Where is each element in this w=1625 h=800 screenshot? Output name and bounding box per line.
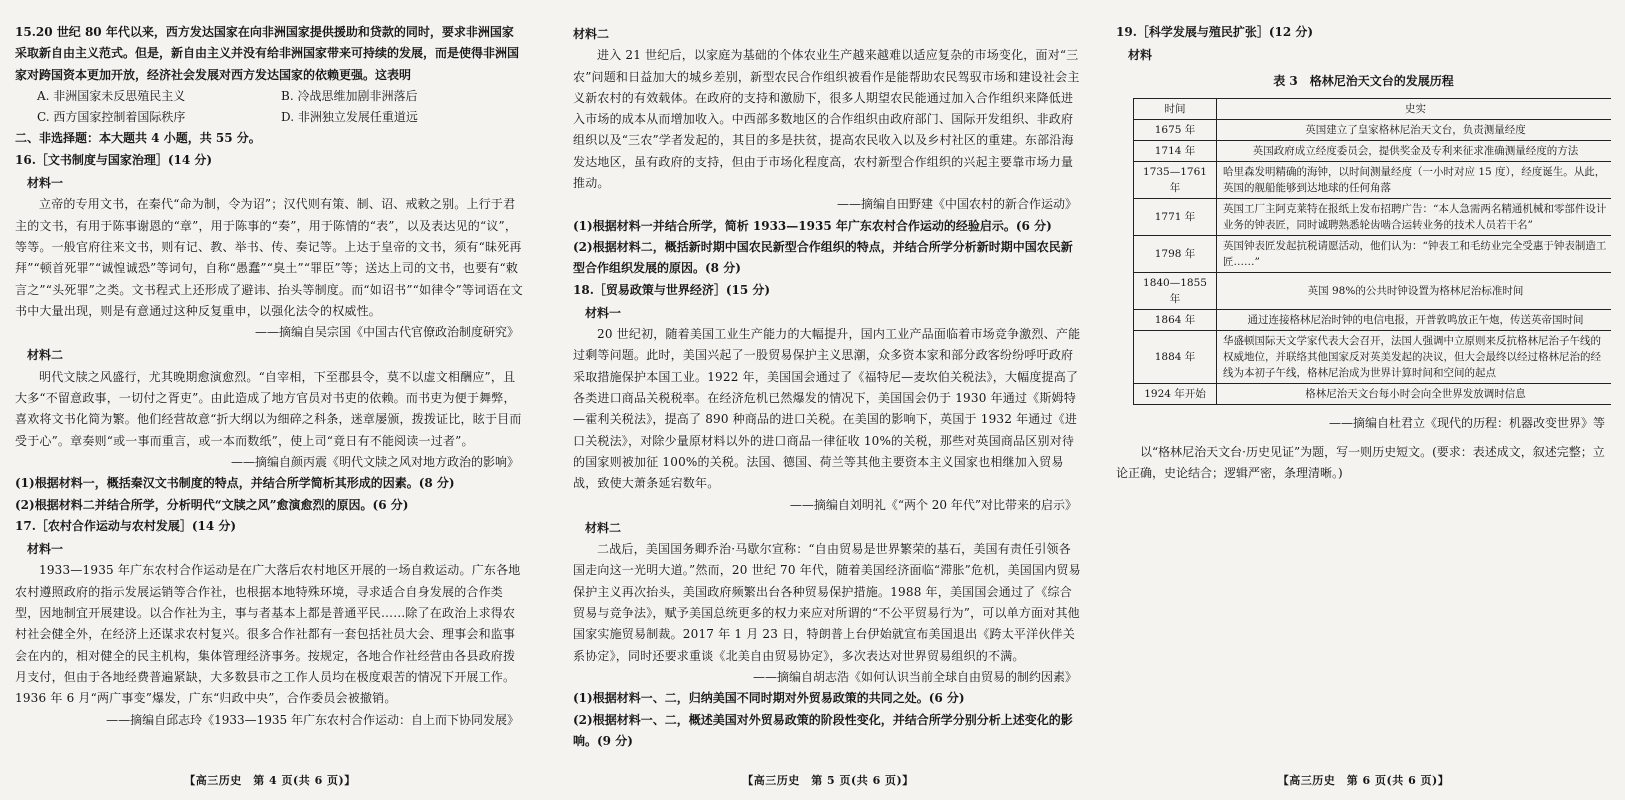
table-row <box>1134 272 1612 309</box>
page-footer: 【高三历史 第 5 页(共 6 页)】 <box>742 774 914 787</box>
sub-question: (2)根据材料二并结合所学，分析明代“文牍之风”愈演愈烈的原因。(6 分) <box>15 497 409 512</box>
table-cell-fact: 通过连接格林尼治时钟的电信电报，开普敦鸣放正午炮，传送英帝国时间 <box>1217 309 1612 330</box>
table-cell-fact: 英国 98%的公共时钟设置为格林尼治标准时间 <box>1217 272 1612 309</box>
table-cell-fact: 哈里森发明精确的海钟，以时间测量经度（一小时对应 15 度），经度诞生。从此，英国的舰船能够到达地球的任何角落 <box>1217 161 1612 198</box>
table-row <box>1134 235 1612 272</box>
material-label: 材料二 <box>27 348 64 363</box>
table-cell-time: 1714 年 <box>1134 140 1217 161</box>
table-header-row <box>1134 98 1612 119</box>
sub-question: (1)根据材料一并结合所学，简析 1933—1935 年广东农村合作运动的经验启示。(6 分) <box>573 218 1052 233</box>
table-row <box>1134 140 1612 161</box>
sub-question: (1)根据材料一，概括秦汉文书制度的特点，并结合所学简析其形成的因素。(8 分) <box>15 476 455 491</box>
table-cell-fact: 英国政府成立经度委员会，提供奖金及专利来征求准确测量经度的方法 <box>1217 140 1612 161</box>
question-15-options <box>15 86 525 129</box>
material-text: 1933—1935 年广东农村合作运动是在广大落后农村地区开展的一场自救运动。广东各地农村遵照政府的指示发展运销等合作社，也根据本地特殊环境，寻求适合自身发展的合作类型，因地制宜开展建设。以合作社为主，事与者基本上都是普通平民……除了在政治上求得农村社会健全外，在经济上还谋求农村复兴。很多合作社都有一套包括社员大会、理事会和监事会在内的，相对健全的民主机构，集体管理经济事务。按规定，各地合作社经营由各县政府拨月支付，但由于各地经费普遍紧缺，大多数县市之工作人员均在极度艰苦的情况下开展工作。1936 年 6 月“两广事变”爆发，广东“归政中央”，合作委员会被撤销。 <box>15 563 521 706</box>
question-15-text: 20 世纪 80 年代以来，西方发达国家在向非洲国家提供援助和贷款的同时，要求非洲国家采取新自由主义范式。但是，新自由主义并没有给非洲国家带来可持续的发展，而是使得非洲国家对跨国资本更加开放，经济社会发展对西方发达国家的依赖更强。这表明 <box>15 25 520 82</box>
table-cell-time: 1675 年 <box>1134 119 1217 140</box>
material-label: 材料二 <box>573 27 610 41</box>
table-cell-fact: 英国钟表匠发起抗税请愿活动，他们认为：“钟表工和毛纺业完全受惠于钟表制造工匠……” <box>1217 235 1612 272</box>
column-header-time: 时间 <box>1134 98 1217 119</box>
material-text: 20 世纪初，随着美国工业生产能力的大幅提升，国内工业产品面临着市场竞争激烈、产能过剩等问题。此时，美国兴起了一股贸易保护主义思潮，众多资本家和部分政客纷纷呼吁政府采取措施保护本国工业。1922 年，美国国会通过了《福特尼—麦坎伯关税法》，大幅度提高了各类进口商品关税税率。在经济危机已然爆发的情况下，美国国会仍于 1930 年通过《斯姆特—霍利关税法》，提高了 890 种商品的进口关税。在美国的影响下，英国于 1932 年通过《进口关税法》，对除少量原材料以外的进口商品一律征收 10%的关税，那些对英国商品区别对待的国家则被加征 100%的关税。法国、德国、荷兰等其他主要资本主义国家也相继加入贸易战，致使大萧条延宕数年。 <box>573 327 1081 491</box>
option-a: A. 非洲国家未反思殖民主义 <box>37 88 186 103</box>
material-label: 材料二 <box>585 520 622 535</box>
question-18-header: 18.［贸易政策与世界经济］(15 分) <box>573 282 771 297</box>
question-19-header: 19.［科学发展与殖民扩张］(12 分) <box>1116 25 1314 39</box>
question-15 <box>15 22 525 86</box>
table-cell-fact: 格林尼治天文台每小时会向全世界发放调时信息 <box>1217 383 1612 404</box>
greenwich-history-table <box>1133 98 1611 405</box>
table-cell-time: 1840—1855 年 <box>1134 272 1217 309</box>
table-row <box>1134 198 1612 235</box>
section-2-heading: 二、非选择题：本大题共 4 小题，共 55 分。 <box>15 131 261 146</box>
sub-question: (2)根据材料二，概括新时期中国农民新型合作组织的特点，并结合所学分析新时期中国农民新型合作组织发展的原因。(8 分) <box>573 239 1073 276</box>
option-c: C. 西方国家控制着国际秩序 <box>37 110 186 125</box>
option-b: B. 冷战思维加剧非洲落后 <box>281 88 418 103</box>
option-d: D. 非洲独立发展任重道远 <box>281 110 418 125</box>
table-cell-time: 1884 年 <box>1134 330 1217 383</box>
page-6-column <box>1116 22 1611 787</box>
writing-task: 以“格林尼治天文台·历史见证”为题，写一则历史短文。(要求：表述成文，叙述完整；立论正确，史论结合；逻辑严密，条理清晰。) <box>1116 445 1605 481</box>
page-4-column <box>15 22 525 787</box>
material-source: ——摘编自颜丙震《明代文牍之风对地方政治的影响》 <box>230 454 519 469</box>
table-caption: 表 3 格林尼治天文台的发展历程 <box>1273 73 1454 88</box>
table-row <box>1134 383 1612 404</box>
material-label: 材料 <box>1128 48 1153 63</box>
page-5-column <box>573 22 1083 787</box>
table-cell-time: 1864 年 <box>1134 309 1217 330</box>
table-row <box>1134 161 1612 198</box>
material-source: ——摘编自刘明礼《“两个 20 年代”对比带来的启示》 <box>789 497 1077 512</box>
material-text: 进入 21 世纪后，以家庭为基础的个体农业生产越来越难以适应复杂的市场变化，面对“三农”问题和日益加大的城乡差别，新型农民合作组织被看作是能帮助农民驾驭市场和建设社会主义新农村的有效载体。在政府的支持和激励下，很多人期望农民能通过加入合作组织来降低进入市场的成本从而增加收入。中西部多数地区的合作组织由政府部门、国际开发组织、非政府组织以及“三农”学者发起的，其目的多是扶贫，提高农民收入以及乡村社区的重建。东部沿海发达地区，虽有政府的支持，但由于市场化程度高，农村新型合作组织的兴起主要靠市场力量推动。 <box>573 48 1080 191</box>
question-number: 15. <box>15 25 36 39</box>
column-header-fact: 史实 <box>1217 98 1612 119</box>
material-text: 明代文牍之风盛行，尤其晚期愈演愈烈。“自宰相，下至郡县令，莫不以虚文相酬应”，且大多“不留意政事，一切付之胥吏”。由此造成了地方官员对书吏的依赖。而书吏为便于舞弊，喜欢将文书化简为繁。他们经营故意“折大纲以为细碎之科条，迷章屡颁，拨拨证比，眩于目而受于心”。章奏则“或一事而重言，或一本而数纸”，使上司“竟日有不能阅读一过者”。 <box>15 369 522 448</box>
table-cell-fact: 英国工厂主阿克莱特在报纸上发布招聘广告：“本人急需两名精通机械和零部件设计业务的钟表匠，同时诚聘熟悉轮齿啮合运转业务的技术人员若干名” <box>1217 198 1612 235</box>
material-source: ——摘编自邱志玲《1933—1935 年广东农村合作运动：自上而下协同发展》 <box>106 712 519 727</box>
material-text: 立帝的专用文书，在秦代“命为制，令为诏”；汉代则有策、制、诏、戒敕之别。上行于君主的文书，有用于陈事谢恩的“章”，用于陈事的“奏”，用于陈情的“表”，以及表达见的“议”，等等。一般官府往来文书，则有记、教、举书、传、奏记等。上达于皇帝的文书，须有“昧死再拜”“顿首死罪”“诚惶诚恐”等词句，自称“愚蠢”“臭土”“罪臣”等；送达上司的文书，也要有“敕言之”“头死罪”之类。文书程式上还形成了避讳、抬头等制度。而“如诏书”“如律令”等词语在文书中大量出现，则是有意通过这种反复重申，以强化法令的权威性。 <box>15 197 523 318</box>
page-footer: 【高三历史 第 4 页(共 6 页)】 <box>184 774 356 787</box>
material-label: 材料一 <box>585 305 622 320</box>
material-source: ——摘编自胡志浩《如何认识当前全球自由贸易的制约因素》 <box>752 669 1077 684</box>
sub-question: (1)根据材料一、二，归纳美国不同时期对外贸易政策的共同之处。(6 分) <box>573 691 965 706</box>
material-label: 材料一 <box>27 176 64 191</box>
material-label: 材料一 <box>27 542 64 557</box>
page-footer: 【高三历史 第 6 页(共 6 页)】 <box>1277 774 1450 787</box>
question-17-header: 17.［农村合作运动与农村发展］(14 分) <box>15 518 237 533</box>
material-text: 二战后，美国国务卿乔治·马歇尔宣称：“自由贸易是世界繁荣的基石，美国有责任引领各国走向这一光明大道。”然而，20 世纪 70 年代，随着美国经济面临“滞胀”危机，美国国内贸易保护主义再次抬头，美国政府频繁出台各种贸易保护措施。1988 年，美国国会通过了《综合贸易与竞争法》，赋予美国总统更多的权力来应对所谓的“不公平贸易行为”，可以单方面对其他国家实施贸易制裁。2017 年 1 月 23 日，特朗普上台伊始就宣布美国退出《跨太平洋伙伴关系协定》，同时还要求重谈《北美自由贸易协定》，多次表达对世界贸易组织的不满。 <box>573 542 1081 663</box>
table-cell-time: 1735—1761 年 <box>1134 161 1217 198</box>
table-cell-time: 1798 年 <box>1134 235 1217 272</box>
table-cell-fact: 英国建立了皇家格林尼治天文台，负责测量经度 <box>1217 119 1612 140</box>
sub-question: (2)根据材料一、二，概述美国对外贸易政策的阶段性变化，并结合所学分别分析上述变化的影响。(9 分) <box>573 712 1073 748</box>
table-row <box>1134 309 1612 330</box>
table-cell-time: 1924 年开始 <box>1134 383 1217 404</box>
table-row <box>1134 330 1612 383</box>
question-16-header: 16.［文书制度与国家治理］(14 分) <box>15 152 213 167</box>
table-row <box>1134 119 1612 140</box>
table-cell-time: 1771 年 <box>1134 198 1217 235</box>
material-source: ——摘编自吴宗国《中国古代官僚政治制度研究》 <box>254 325 519 340</box>
table-cell-fact: 华盛顿国际天文学家代表大会召开，法国人强调中立原则来反抗格林尼治子午线的权威地位，并联络其他国家反对英美发起的决议，但大会最终以经过格林尼治的经线为本初子午线，格林尼治成为世界计算时间和空间的起点 <box>1217 330 1612 383</box>
table-body <box>1134 119 1612 404</box>
material-source: ——摘编自田野建《中国农村的新合作运动》 <box>836 197 1077 212</box>
material-source: ——摘编自杜君立《现代的历程：机器改变世界》等 <box>1328 415 1605 430</box>
